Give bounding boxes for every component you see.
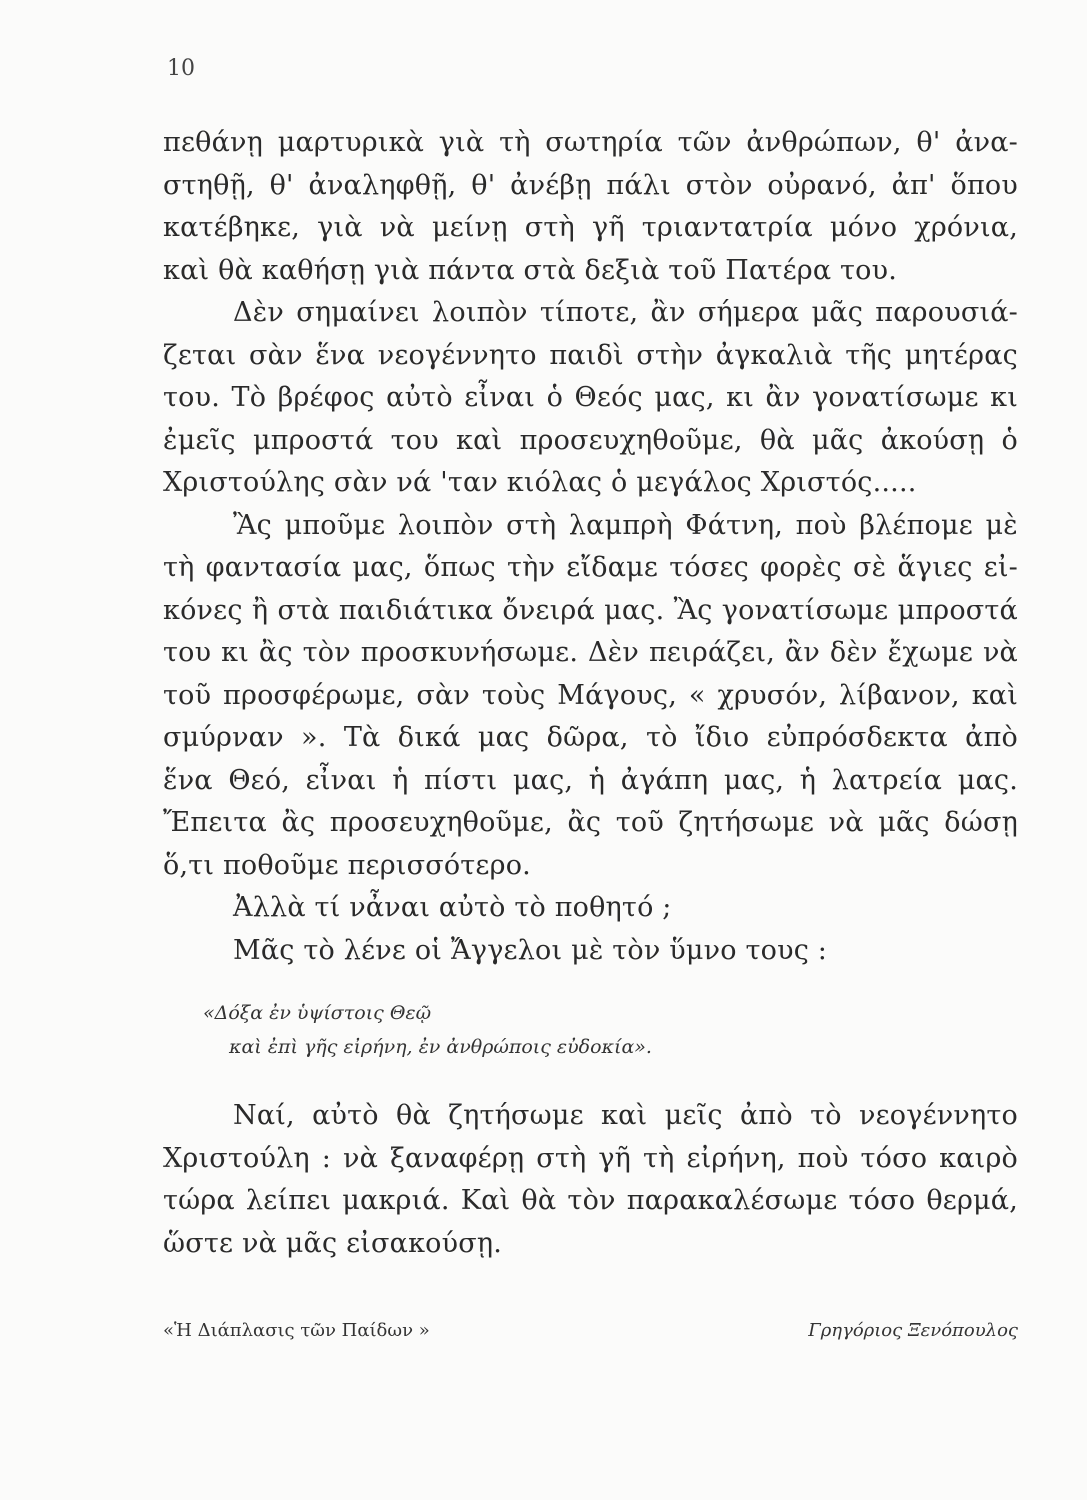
text-line: ὥστε νὰ μᾶς εἰσακούσῃ. xyxy=(163,1227,503,1259)
text-line: τοῦ προσφέρωμε, σὰν τοὺς Μάγους, « χρυσόν, λίβανον, καὶ xyxy=(163,679,1018,711)
text-line: καὶ θὰ καθήσῃ γιὰ πάντα στὰ δεξιὰ τοῦ Πατέρα του. xyxy=(163,254,898,286)
text-line: Δὲν σημαίνει λοιπὸν τίποτε, ἂν σήμερα μᾶς παρουσιά- xyxy=(233,297,1018,328)
text-line: τώρα λείπει μακριά. Καὶ θὰ τὸν παρακαλέσωμε τόσο θερμά, xyxy=(163,1185,1018,1216)
text-line: Ἔπειτα ἂς προσευχηθοῦμε, ἂς τοῦ ζητήσωμε νὰ μᾶς δώσῃ xyxy=(163,807,1018,838)
text-line: ἐμεῖς μπροστά του καὶ προσευχηθοῦμε, θὰ μᾶς ἀκούσῃ ὁ xyxy=(163,424,1018,456)
paragraph xyxy=(163,930,1018,973)
paragraph xyxy=(163,292,1018,505)
text-line: του κι ἂς τὸν προσκυνήσωμε. Δὲν πειράζει, ἂν δὲν ἔχωμε νὰ xyxy=(163,637,1018,668)
source-citation: «Ἡ Διάπλασις τῶν Παίδων » xyxy=(163,1320,430,1341)
paragraph xyxy=(163,1095,1018,1265)
text-line: τὴ φαντασία μας, ὅπως τὴν εἴδαμε τόσες φορὲς σὲ ἅγιες εἰ- xyxy=(163,552,1018,583)
paragraph xyxy=(163,505,1018,888)
page-footer xyxy=(163,1320,1018,1341)
text-line: σμύρναν ». Τὰ δικά μας δῶρα, τὸ ἴδιο εὐπρόσδεκτα ἀπὸ xyxy=(163,722,1018,753)
text-line: Χριστούλη : νὰ ξαναφέρῃ στὴ γῆ τὴ εἰρήνη, ποὺ τόσο καιρὸ xyxy=(163,1142,1018,1174)
text-line: κατέβηκε, γιὰ νὰ μείνῃ στὴ γῆ τριαντατρία μόνο χρόνια, xyxy=(163,212,1018,243)
text-line: στηθῇ, θ' ἀναληφθῇ, θ' ἀνέβῃ πάλι στὸν οὐρανό, ἀπ' ὅπου xyxy=(163,169,1018,201)
quote-line: «Δόξα ἐν ὑψίστοις Θεῷ xyxy=(203,1002,432,1024)
text-line: ζεται σὰν ἕνα νεογέννητο παιδὶ στὴν ἀγκαλιὰ τῆς μητέρας xyxy=(163,339,1018,371)
text-line: Ἂς μποῦμε λοιπὸν στὴ λαμπρὴ Φάτνη, ποὺ βλέπομε μὲ xyxy=(233,509,1018,541)
text-line: Μᾶς τὸ λένε οἱ Ἄγγελοι μὲ τὸν ὕμνο τους : xyxy=(233,934,828,966)
paragraph xyxy=(163,122,1018,292)
paragraph xyxy=(163,887,1018,930)
hymn-quote xyxy=(203,996,652,1064)
body-text xyxy=(163,122,1018,972)
text-line: πεθάνῃ μαρτυρικὰ γιὰ τὴ σωτηρία τῶν ἀνθρώπων, θ' ἀνα- xyxy=(163,127,1018,158)
quote-line: καὶ ἐπὶ γῆς εἰρήνη, ἐν ἀνθρώποις εὐδοκία». xyxy=(229,1036,652,1058)
text-line: ὅ,τι ποθοῦμε περισσότερο. xyxy=(163,849,531,881)
author-name: Γρηγόριος Ξενόπουλος xyxy=(808,1320,1018,1341)
text-line: Ἀλλὰ τί νἆναι αὐτὸ τὸ ποθητό ; xyxy=(233,892,672,923)
text-line: του. Τὸ βρέφος αὐτὸ εἶναι ὁ Θεός μας, κι ἂν γονατίσωμε κι xyxy=(163,382,1018,413)
text-line: ἕνα Θεό, εἶναι ἡ πίστι μας, ἡ ἀγάπη μας, ἡ λατρεία μας. xyxy=(163,764,1018,796)
text-line: Ναί, αὐτὸ θὰ ζητήσωμε καὶ μεῖς ἀπὸ τὸ νεογέννητο xyxy=(233,1100,1018,1131)
body-text-closing xyxy=(163,1095,1018,1265)
text-line: κόνες ἢ στὰ παιδιάτικα ὄνειρά μας. Ἂς γονατίσωμε μπροστά xyxy=(163,594,1018,626)
text-line: Χριστούλης σὰν νά 'ταν κιόλας ὁ μεγάλος Χριστός..... xyxy=(163,467,917,498)
page-number: 10 xyxy=(167,56,195,81)
